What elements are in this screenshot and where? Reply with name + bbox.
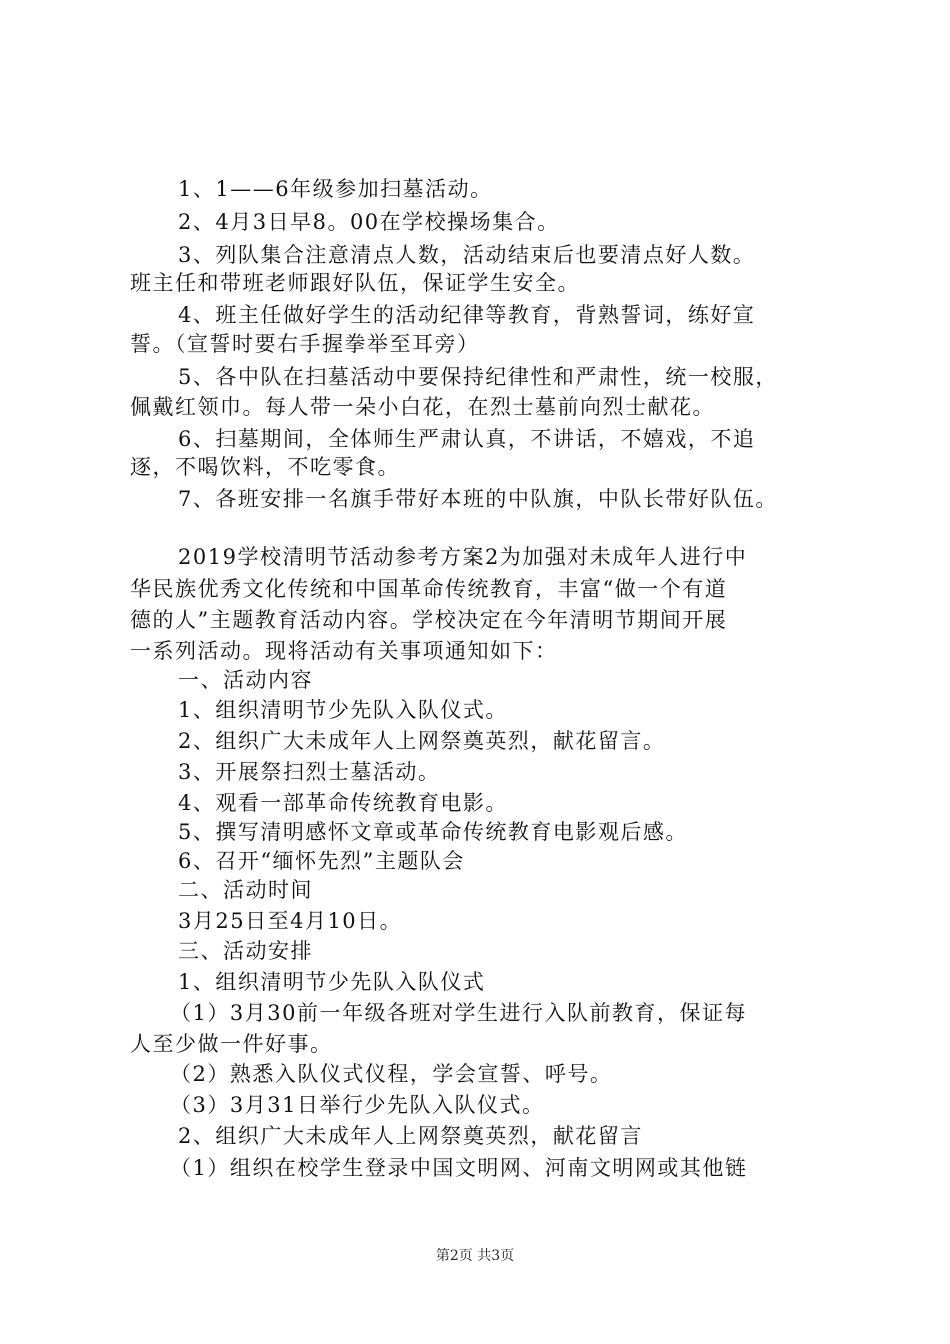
text-line: 班主任和带班老师跟好队伍，保证学生安全。 — [130, 271, 580, 295]
text-line: 德的人”主题教育活动内容。学校决定在今年清明节期间开展 — [130, 608, 728, 632]
section-heading: 二、活动时间 — [178, 878, 313, 902]
text-line: （1）3月30前一年级各班对学生进行入队前教育，保证每 — [170, 1001, 747, 1025]
text-line: 人至少做一件好事。 — [130, 1032, 333, 1056]
page-footer: 第2页 共3页 — [435, 1248, 515, 1264]
text-line: 4、班主任做好学生的活动纪律等教育，背熟誓词，练好宣 — [178, 303, 756, 327]
text-line: 华民族优秀文化传统和中国革命传统教育，丰富“做一个有道 — [130, 577, 728, 601]
text-line: 3、开展祭扫烈士墓活动。 — [178, 760, 441, 784]
section-heading: 三、活动安排 — [178, 939, 313, 963]
text-line: 佩戴红领巾。每人带一朵小白花，在烈士墓前向烈士献花。 — [130, 395, 715, 419]
text-line: 6、召开“缅怀先烈”主题队会 — [178, 849, 465, 873]
text-line: （1）组织在校学生登录中国文明网、河南文明网或其他链 — [170, 1156, 748, 1180]
text-line: 6、扫墓期间，全体师生严肃认真，不讲话，不嬉戏，不追 — [178, 427, 756, 451]
text-line: 1、组织清明节少先队入队仪式 — [178, 970, 486, 994]
text-line: 一系列活动。现将活动有关事项通知如下： — [130, 639, 558, 663]
text-line: 1、组织清明节少先队入队仪式。 — [178, 698, 508, 722]
text-line: 3月25日至4月10日。 — [178, 909, 403, 933]
text-line: 2、组织广大未成年人上网祭奠英烈，献花留言 — [178, 1124, 643, 1148]
text-line: 逐，不喝饮料，不吃零食。 — [130, 455, 400, 479]
text-line: 2、4月3日早8。00在学校操场集合。 — [178, 210, 560, 234]
text-line: 2、组织广大未成年人上网祭奠英烈，献花留言。 — [178, 729, 666, 753]
text-line: 3、列队集合注意清点人数，活动结束后也要清点好人数。 — [178, 243, 756, 267]
text-line: 5、各中队在扫墓活动中要保持纪律性和严肃性，统一校服， — [178, 365, 778, 389]
text-line: 5、撰写清明感怀文章或革命传统教育电影观后感。 — [178, 820, 688, 844]
text-line: 4、观看一部革命传统教育电影。 — [178, 791, 508, 815]
text-line: （3）3月31日举行少先队入队仪式。 — [170, 1093, 545, 1117]
text-line: （2）熟悉入队仪式仪程，学会宣誓、呼号。 — [170, 1062, 613, 1086]
text-line: 2019学校清明节活动参考方案2为加强对未成年人进行中 — [178, 545, 748, 569]
text-line: 7、各班安排一名旗手带好本班的中队旗，中队长带好队伍。 — [178, 487, 778, 511]
text-line: 1、1——6年级参加扫墓活动。 — [178, 177, 493, 201]
section-heading: 一、活动内容 — [178, 668, 313, 692]
text-line: 誓。（宣誓时要右手握拳举至耳旁） — [130, 332, 480, 356]
